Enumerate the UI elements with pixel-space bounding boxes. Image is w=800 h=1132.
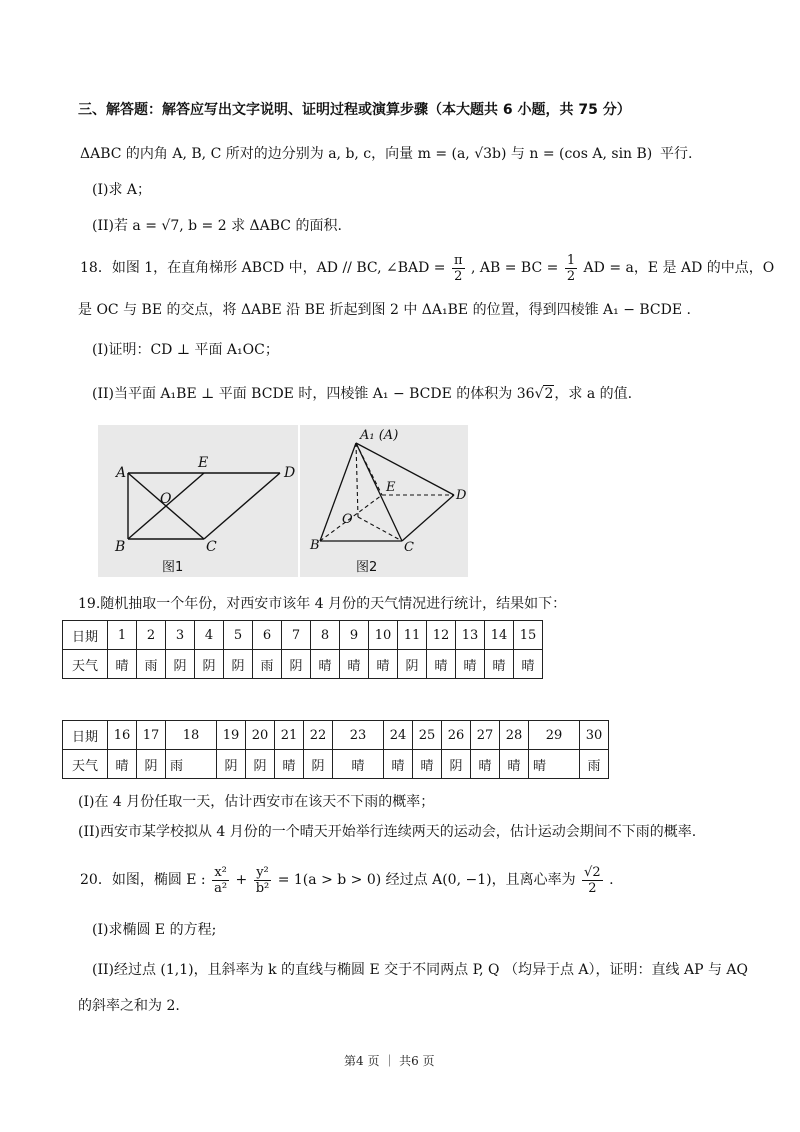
q20-part1: (I)求椭圆 E 的方程;	[92, 922, 217, 938]
fig1-label-a: A	[116, 465, 127, 481]
figure-1-trapezoid	[98, 425, 298, 577]
table-cell-date: 1	[108, 621, 137, 650]
table-cell-weather: 阴	[137, 750, 166, 779]
q20-x-fraction	[212, 865, 229, 896]
table-cell-weather: 阴	[304, 750, 333, 779]
table-row-dates	[63, 621, 543, 650]
table-cell-weather: 晴	[108, 750, 137, 779]
table-row-dates	[63, 721, 609, 750]
table-cell-weather: 阴	[166, 650, 195, 679]
table-cell-date: 9	[340, 621, 369, 650]
fig2-label-d: D	[456, 488, 467, 503]
table-cell-date: 26	[442, 721, 471, 750]
fig1-caption: 图1	[162, 560, 184, 575]
q20-e-num: √2	[584, 864, 601, 880]
table-cell-weather: 晴	[275, 750, 304, 779]
table-cell-date: 18	[166, 721, 217, 750]
table-cell-weather: 晴	[427, 650, 456, 679]
q18-half-fraction	[565, 253, 577, 284]
table-cell-weather: 雨	[580, 750, 609, 779]
table-cell-date: 19	[217, 721, 246, 750]
table-cell-date: 2	[137, 621, 166, 650]
q20-part2-a: (II)经过点 (1,1)，且斜率为 k 的直线与椭圆 E 交于不同两点 P, Q （均异于点 A），证明：直线 AP 与 AQ	[92, 962, 749, 978]
q20-x-den: a²	[214, 880, 228, 896]
table-cell-weather: 晴	[471, 750, 500, 779]
q18-line1	[80, 252, 774, 284]
row-label-date: 日期	[63, 621, 108, 650]
table-cell-weather: 晴	[529, 750, 580, 779]
weather-table-1	[62, 620, 543, 679]
table-cell-date: 15	[514, 621, 543, 650]
table-cell-date: 10	[369, 621, 398, 650]
fig1-label-e: E	[198, 455, 209, 471]
fig1-label-o: O	[160, 491, 172, 507]
section-heading: 三、解答题：解答应写出文字说明、证明过程或演算步骤（本大题共 6 小题，共 75 分）	[78, 102, 631, 118]
q19-intro: 19.随机抽取一个年份，对西安市该年 4 月份的天气情况进行统计，结果如下：	[78, 596, 567, 612]
figure-2-background	[300, 425, 468, 577]
q18-part2-a: (II)当平面 A₁BE ⊥ 平面 BCDE 时，四棱锥 A₁ − BCDE 的体积为 36	[92, 386, 535, 402]
q20-part2-b: 的斜率之和为 2.	[78, 998, 180, 1014]
q18-part1: (I)证明：CD ⊥ 平面 A₁OC；	[92, 342, 279, 358]
q17-stem	[80, 144, 652, 164]
fig1-label-d: D	[284, 465, 296, 481]
weather-table-2	[62, 720, 609, 779]
q18-part2-b: ，求 a 的值.	[554, 386, 633, 402]
table-cell-date: 22	[304, 721, 333, 750]
table-cell-date: 11	[398, 621, 427, 650]
q17-stem-text: ΔABC 的内角 A, B, C 所对的边分别为 a, b, c，向量 m = (a, √3b) 与 n = (cos A, sin B)	[80, 146, 653, 162]
table-cell-date: 3	[166, 621, 195, 650]
q18-part2	[92, 384, 632, 404]
table-cell-date: 25	[413, 721, 442, 750]
table-cell-weather: 阴	[224, 650, 253, 679]
q18-line1-b: , AB = BC =	[470, 260, 559, 276]
table-cell-weather: 晴	[456, 650, 485, 679]
q18-part2-rad: 2	[544, 386, 554, 402]
q18-line1-c: AD = a，E 是 AD 的中点，O	[583, 260, 775, 276]
q20-y-den: b²	[255, 880, 270, 896]
table-cell-date: 7	[282, 621, 311, 650]
q20-stem	[80, 860, 614, 900]
fig2-label-a1: A₁ (A)	[360, 428, 399, 443]
table-cell-weather: 阴	[217, 750, 246, 779]
table-cell-weather: 晴	[485, 650, 514, 679]
q20-x-num: x²	[212, 865, 229, 881]
table-row-weather	[63, 750, 609, 779]
fig2-label-b: B	[310, 538, 320, 553]
sqrt-symbol: √	[534, 386, 544, 402]
table-cell-date: 27	[471, 721, 500, 750]
q20-y-num: y²	[254, 865, 272, 881]
page-footer: 第4 页 ｜ 共6 页	[344, 1054, 435, 1068]
table-cell-date: 23	[333, 721, 384, 750]
table-cell-weather: 阴	[398, 650, 427, 679]
table-cell-weather: 阴	[195, 650, 224, 679]
table-cell-weather: 晴	[311, 650, 340, 679]
table-cell-weather: 阴	[246, 750, 275, 779]
table-cell-weather: 晴	[384, 750, 413, 779]
table-cell-date: 4	[195, 621, 224, 650]
q17-stem-end: 平行.	[660, 146, 693, 162]
q18-line1-a: 18．如图 1，在直角梯形 ABCD 中，AD // BC, ∠BAD =	[80, 260, 446, 276]
table-cell-weather: 阴	[282, 650, 311, 679]
table-cell-weather: 晴	[340, 650, 369, 679]
q20-stem-c: .	[609, 872, 614, 888]
table-cell-date: 29	[529, 721, 580, 750]
table-cell-weather: 晴	[369, 650, 398, 679]
q18-pi-den: 2	[454, 268, 463, 284]
row-label-date: 日期	[63, 721, 108, 750]
q17-part2: (II)若 a = √7, b = 2 求 ΔABC 的面积.	[92, 218, 342, 234]
table-row-weather	[63, 650, 543, 679]
table-cell-weather: 晴	[333, 750, 384, 779]
fig2-caption: 图2	[356, 560, 378, 575]
table-cell-date: 6	[253, 621, 282, 650]
table-cell-date: 24	[384, 721, 413, 750]
row-label-weather: 天气	[63, 650, 108, 679]
table-cell-date: 17	[137, 721, 166, 750]
fig1-label-b: B	[115, 539, 126, 555]
table-cell-weather: 晴	[514, 650, 543, 679]
q18-half-den: 2	[566, 268, 576, 284]
table-cell-weather: 晴	[108, 650, 137, 679]
row-label-weather: 天气	[63, 750, 108, 779]
table-cell-date: 28	[500, 721, 529, 750]
table-cell-date: 16	[108, 721, 137, 750]
q18-pi-fraction	[452, 253, 465, 284]
q18-half-num: 1	[566, 252, 576, 268]
fig2-label-c: C	[404, 540, 414, 555]
fig2-label-o: O	[342, 512, 353, 527]
q20-plus: +	[235, 872, 248, 888]
q19-part1: (I)在 4 月份任取一天，估计西安市在该天不下雨的概率；	[78, 794, 435, 810]
q20-stem-b: = 1(a > b > 0) 经过点 A(0, −1)，且离心率为	[277, 872, 576, 888]
q20-stem-a: 20．如图，椭圆 E :	[80, 872, 206, 888]
table-cell-weather: 雨	[166, 750, 217, 779]
q18-pi-num: π	[453, 252, 463, 268]
table-cell-date: 21	[275, 721, 304, 750]
table-cell-date: 20	[246, 721, 275, 750]
q19-part2: (II)西安市某学校拟从 4 月份的一个晴天开始举行连续两天的运动会，估计运动会期间不下雨的概率.	[78, 824, 697, 840]
table-cell-date: 12	[427, 621, 456, 650]
table-cell-date: 13	[456, 621, 485, 650]
fig2-label-e: E	[386, 480, 396, 495]
table-cell-date: 5	[224, 621, 253, 650]
table-cell-date: 8	[311, 621, 340, 650]
table-cell-date: 14	[485, 621, 514, 650]
table-cell-weather: 晴	[413, 750, 442, 779]
fig1-label-c: C	[206, 539, 217, 555]
table-cell-weather: 晴	[500, 750, 529, 779]
q17-part1: (I)求 A；	[92, 182, 152, 198]
q20-y-fraction	[254, 865, 272, 896]
table-cell-weather: 阴	[442, 750, 471, 779]
table-cell-weather: 雨	[137, 650, 166, 679]
q20-e-fraction	[582, 865, 603, 896]
figure-2-pyramid	[300, 425, 468, 577]
table-cell-weather: 雨	[253, 650, 282, 679]
table-cell-date: 30	[580, 721, 609, 750]
q20-e-den: 2	[588, 880, 597, 896]
q18-line2: 是 OC 与 BE 的交点，将 ΔABE 沿 BE 折起到图 2 中 ΔA₁BE 的位置，得到四棱锥 A₁ − BCDE .	[78, 302, 691, 318]
